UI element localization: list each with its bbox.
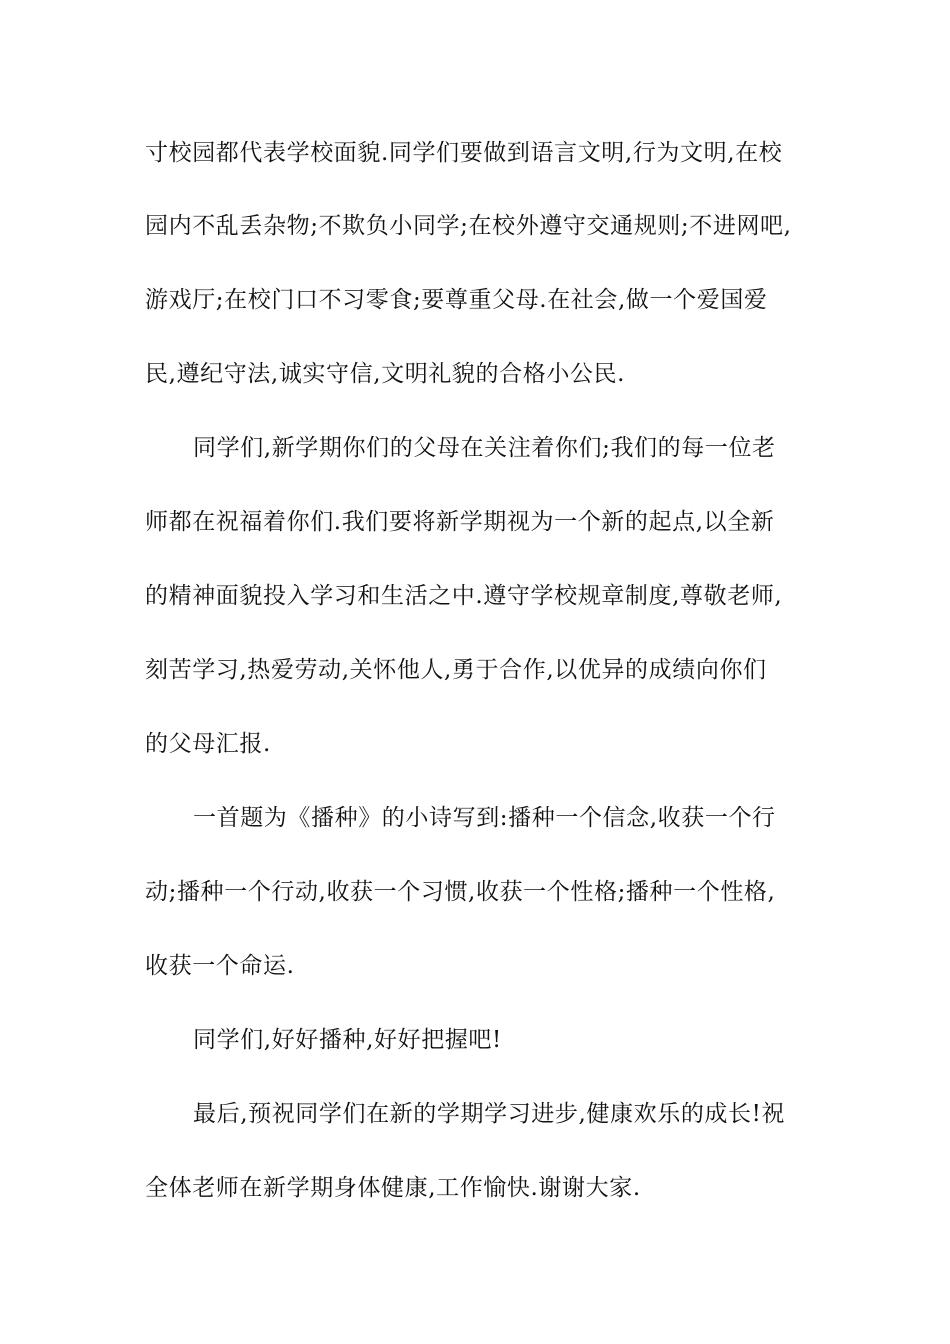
text-line: 园内不乱丢杂物;不欺负小同学;在校外遵守交通规则;不进网吧, xyxy=(145,213,792,239)
text-line: 的父母汇报. xyxy=(145,731,271,757)
text-line: 同学们,好好播种,好好把握吧! xyxy=(193,1027,502,1053)
text-line: 寸校园都代表学校面貌.同学们要做到语言文明,行为文明,在校 xyxy=(145,140,783,166)
text-line: 刻苦学习,热爱劳动,关怀他人,勇于合作,以优异的成绩向你们 xyxy=(145,657,767,683)
text-line: 全体老师在新学期身体健康,工作愉快.谢谢大家. xyxy=(145,1175,641,1201)
text-line: 的精神面貌投入学习和生活之中.遵守学校规章制度,尊敬老师, xyxy=(145,583,783,609)
text-line: 民,遵纪守法,诚实守信,文明礼貌的合格小公民. xyxy=(145,361,626,387)
text-line: 收获一个命运. xyxy=(145,953,295,979)
text-line: 同学们,新学期你们的父母在关注着你们;我们的每一位老 xyxy=(193,435,776,461)
text-line: 游戏厅;在校门口不习零食;要尊重父母.在社会,做一个爱国爱 xyxy=(145,287,768,313)
text-line: 动;播种一个行动,收获一个习惯,收获一个性格;播种一个性格, xyxy=(145,879,776,905)
text-line: 最后,预祝同学们在新的学期学习进步,健康欢乐的成长!祝 xyxy=(193,1101,786,1127)
text-line: 师都在祝福着你们.我们要将新学期视为一个新的起点,以全新 xyxy=(145,509,775,535)
text-line: 一首题为《播种》的小诗写到:播种一个信念,收获一个行 xyxy=(193,805,776,831)
